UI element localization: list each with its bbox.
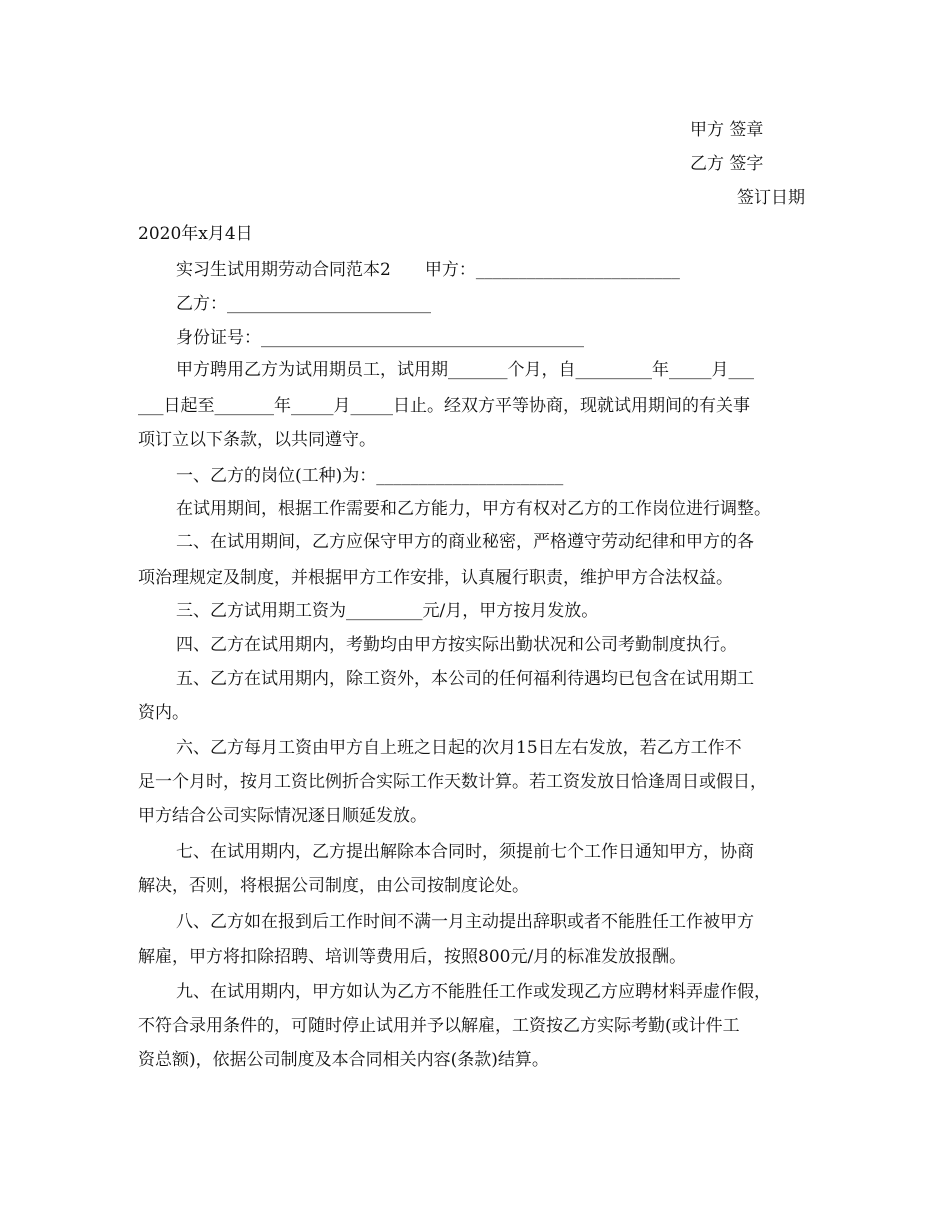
clause-2-line: 二、在试用期间，乙方应保守甲方的商业秘密，严格遵守劳动纪律和甲方的各 [176, 532, 754, 552]
paragraph-line: 资总额)，依据公司制度及本合同相关内容(条款)结算。 [138, 1050, 549, 1070]
sign-date-label: 签订日期 [737, 188, 805, 208]
clause-1-line: 一、乙方的岗位(工种)为：______________________ [176, 466, 564, 486]
clause-8-line: 八、乙方如在报到后工作时间不满一月主动提出辞职或者不能胜任工作被甲方 [176, 912, 754, 932]
date-line: 2020年x月4日 [138, 224, 253, 244]
clause-6-line: 六、乙方每月工资由甲方自上班之日起的次月15日左右发放，若乙方工作不 [176, 738, 742, 758]
party-a-seal-label: 甲方 签章 [690, 120, 764, 140]
paragraph-line: 解雇，甲方将扣除招聘、培训等费用后，按照800元/月的标准发放报酬。 [138, 947, 687, 967]
paragraph-line: 甲方聘用乙方为试用期员工，试用期_______个月，自_________年_____月___ [176, 360, 754, 380]
clause-3-line: 三、乙方试用期工资为_________元/月，甲方按月发放。 [176, 601, 599, 621]
clause-7-line: 七、在试用期内，乙方提出解除本合同时，须提前七个工作日通知甲方，协商 [176, 842, 754, 862]
paragraph-line: 项订立以下条款，以共同遵守。 [138, 430, 376, 450]
paragraph-line: ___日起至_______年_____月_____日止。经双方平等协商，现就试用期间的有关事 [138, 396, 750, 416]
clause-5-line: 五、乙方在试用期内，除工资外，本公司的任何福利待遇均已包含在试用期工 [176, 669, 754, 689]
id-number-line: 身份证号：______________________________________ [176, 328, 584, 348]
paragraph-line: 在试用期间，根据工作需要和乙方能力，甲方有权对乙方的工作岗位进行调整。 [176, 499, 771, 519]
paragraph-line: 解决，否则，将根据公司制度，由公司按制度论处。 [138, 876, 529, 896]
paragraph-line: 不符合录用条件的，可随时停止试用并予以解雇，工资按乙方实际考勤(或计件工 [138, 1016, 740, 1036]
paragraph-line: 资内。 [138, 703, 189, 723]
paragraph-line: 甲方结合公司实际情况逐日顺延发放。 [138, 806, 427, 826]
clause-4-line: 四、乙方在试用期内，考勤均由甲方按实际出勤状况和公司考勤制度执行。 [176, 635, 737, 655]
party-b-signature-label: 乙方 签字 [690, 154, 764, 174]
clause-9-line: 九、在试用期内，甲方如认为乙方不能胜任工作或发现乙方应聘材料弄虚作假， [176, 982, 771, 1002]
paragraph-line: 项治理规定及制度，并根据甲方工作安排，认真履行职责，维护甲方合法权益。 [138, 568, 733, 588]
contract-title-party-a-line: 实习生试用期劳动合同范本2 甲方：________________________ [176, 260, 680, 280]
paragraph-line: 足一个月时，按月工资比例折合实际工作天数计算。若工资发放日恰逢周日或假日， [138, 772, 767, 792]
party-b-line: 乙方：________________________ [176, 294, 431, 314]
